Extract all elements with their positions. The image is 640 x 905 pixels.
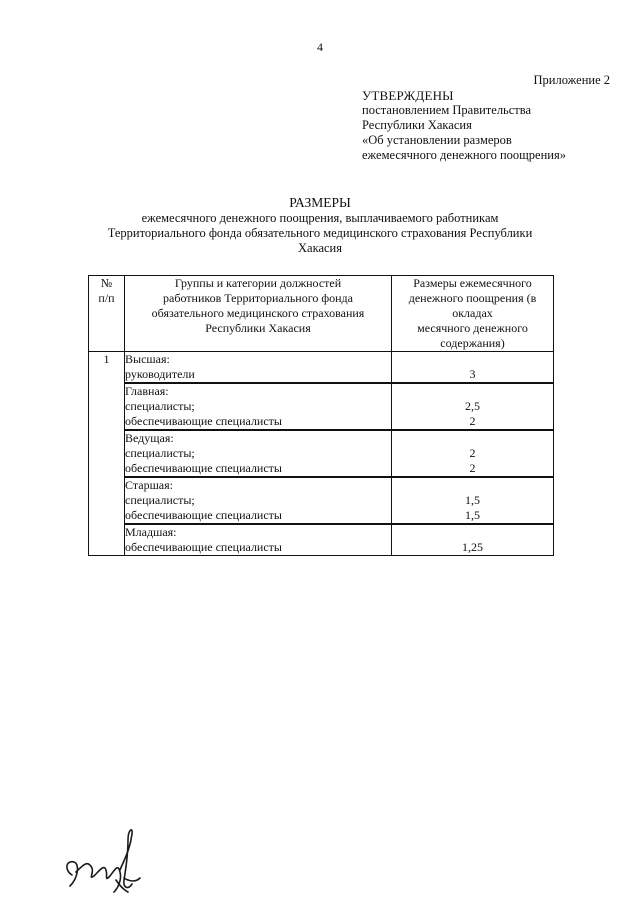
- group-name: Старшая:: [125, 478, 173, 492]
- header-text: п/п: [98, 291, 115, 305]
- group-name: Ведущая:: [125, 431, 174, 445]
- row-number: 1: [89, 352, 125, 556]
- category-cell: [125, 431, 392, 478]
- amount-value: 2: [392, 414, 553, 430]
- amount-cell: [392, 431, 554, 478]
- header-text: №: [100, 276, 113, 290]
- table-row: [89, 478, 554, 525]
- header-text: работников Территориального фонда: [163, 291, 353, 305]
- title-line: Хакасия: [298, 241, 342, 255]
- amount-value: 2: [392, 461, 553, 477]
- table-row: [89, 431, 554, 478]
- amount-cell: [392, 525, 554, 556]
- category-label: руководители: [125, 367, 391, 383]
- approval-block: [362, 88, 566, 163]
- approval-line: ежемесячного денежного поощрения»: [362, 148, 566, 162]
- amount-value: 1,25: [462, 540, 483, 554]
- group-name: Главная:: [125, 384, 169, 398]
- category-cell: [125, 352, 392, 384]
- bonus-table: [88, 275, 554, 556]
- approval-line: постановлением Правительства: [362, 103, 532, 117]
- category-label: специалисты;: [125, 399, 195, 413]
- category-label: обеспечивающие специалисты: [125, 508, 391, 524]
- appendix-label: Приложение 2: [533, 73, 610, 87]
- category-label: обеспечивающие специалисты: [125, 461, 391, 477]
- amount-value: 1,5: [465, 493, 480, 507]
- header-amounts: [392, 276, 554, 352]
- header-text: содержания): [440, 336, 505, 350]
- amount-cell: [392, 384, 554, 431]
- group-name: Высшая:: [125, 352, 170, 366]
- group-name: Младшая:: [125, 525, 177, 539]
- amount-cell: [392, 478, 554, 525]
- header-text: Размеры ежемесячного: [413, 276, 532, 290]
- header-text: обязательного медицинского страхования: [151, 306, 365, 320]
- category-label: обеспечивающие специалисты: [125, 540, 282, 554]
- title-line: Территориального фонда обязательного медицинского страхования Республики: [107, 226, 533, 240]
- approval-line: Республики Хакасия: [362, 118, 472, 132]
- page-number: 4: [317, 40, 323, 54]
- category-cell: [125, 384, 392, 431]
- table-row: [89, 525, 554, 556]
- title-main: РАЗМЕРЫ: [289, 195, 351, 210]
- amount-value: 2: [469, 446, 476, 460]
- header-text: месячного денежного: [417, 321, 528, 335]
- title-line: ежемесячного денежного поощрения, выплачиваемого работникам: [141, 211, 499, 225]
- category-cell: [125, 478, 392, 525]
- approval-heading: УТВЕРЖДЕНЫ: [362, 88, 454, 103]
- document-title: [0, 195, 640, 256]
- table-row: [89, 352, 554, 384]
- table-header-row: [89, 276, 554, 352]
- header-text: денежного поощрения (в окладах: [408, 291, 537, 320]
- category-label: специалисты;: [125, 446, 195, 460]
- amount-value: 2,5: [465, 399, 480, 413]
- category-label: обеспечивающие специалисты: [125, 414, 391, 430]
- header-number: [89, 276, 125, 352]
- header-text: Республики Хакасия: [205, 321, 311, 335]
- amount-value: 1,5: [392, 508, 553, 524]
- amount-value: 3: [392, 367, 553, 383]
- signature-mark: [58, 820, 153, 900]
- approval-line: «Об установлении размеров: [362, 133, 512, 147]
- header-text: Группы и категории должностей: [174, 276, 342, 290]
- table-row: [89, 384, 554, 431]
- amount-cell: [392, 352, 554, 384]
- category-label: специалисты;: [125, 493, 195, 507]
- header-categories: [125, 276, 392, 352]
- category-cell: [125, 525, 392, 556]
